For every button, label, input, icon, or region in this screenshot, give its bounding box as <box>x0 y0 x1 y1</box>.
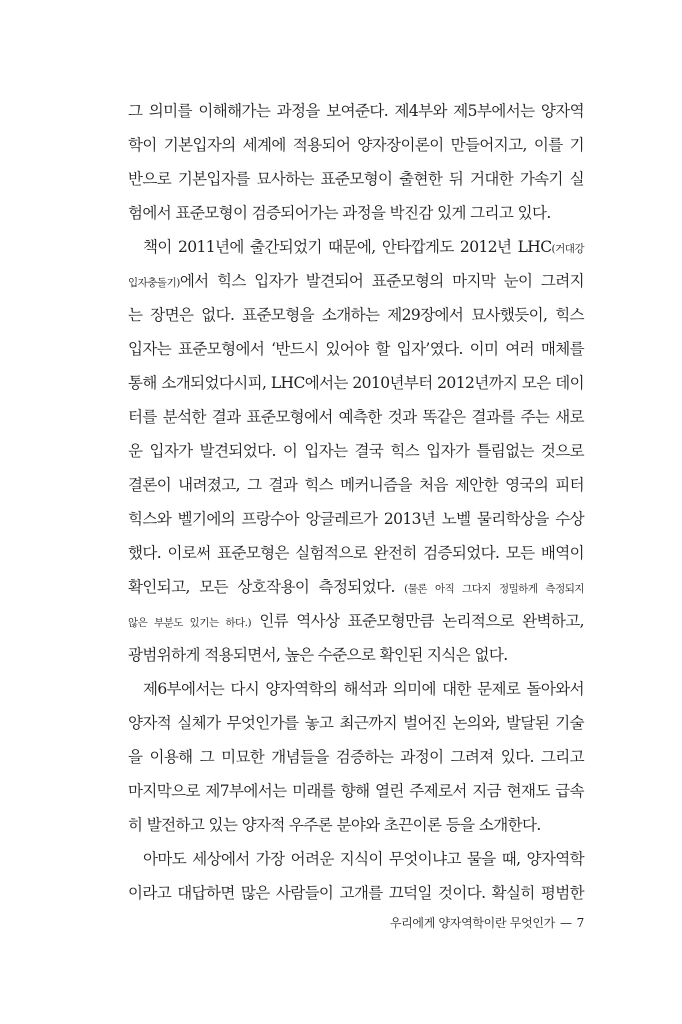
footnote-inline: (거대강 <box>551 243 584 255</box>
text-line: 이라고 대답하면 많은 사람들이 고개를 끄덕일 것이다. 확실히 평범한 <box>128 884 584 902</box>
text-line <box>128 611 584 631</box>
text-line: 광범위하게 적용되면서, 높은 수준으로 확인된 지식은 없다. <box>128 646 508 664</box>
text-line: 입자는 표준모형에서 ‘반드시 있어야 할 입자’였다. 이미 여러 매체를 <box>128 340 584 358</box>
text-line: 히 발전하고 있는 양자적 우주론 분야와 초끈이론 등을 소개한다. <box>128 816 541 834</box>
text-segment: 책이 2011년에 출간되었기 때문에, 안타깝게도 2012년 LHC <box>143 238 552 256</box>
text-line: 통해 소개되었다시피, LHC에서는 2010년부터 2012년까지 모은 데이 <box>128 374 584 392</box>
text-line: 는 장면은 없다. 표준모형을 소개하는 제29장에서 묘사했듯이, 힉스 <box>128 306 584 324</box>
footnote-inline: 않은 부분도 있기는 하다.) <box>128 617 252 629</box>
running-title: 우리에게 양자역학이란 무엇인가 <box>389 916 555 930</box>
text-line <box>128 271 584 291</box>
text-line: 양자적 실체가 무엇인가를 놓고 최근까지 벌어진 논의와, 발달된 기술 <box>128 714 584 732</box>
text-line: 결론이 내려졌고, 그 결과 힉스 메커니즘을 처음 제안한 영국의 피터 <box>128 476 584 494</box>
text-line: 을 이용해 그 미묘한 개념들을 검증하는 과정이 그려져 있다. 그리고 <box>128 748 584 766</box>
text-line: 반으로 기본입자를 묘사하는 표준모형이 출현한 뒤 거대한 가속기 실 <box>128 170 584 188</box>
text-line: 험에서 표준모형이 검증되어가는 과정을 박진감 있게 그리고 있다. <box>128 204 551 222</box>
footer-dash: — <box>559 916 572 930</box>
page-number: 7 <box>576 916 584 930</box>
text-line: 힉스와 벨기에의 프랑수아 앙글레르가 2013년 노벨 물리학상을 수상 <box>128 510 584 528</box>
text-line: 아마도 세상에서 가장 어려운 지식이 무엇이냐고 물을 때, 양자역학 <box>143 850 584 868</box>
text-segment: 확인되고, 모든 상호작용이 측정되었다. <box>128 578 395 596</box>
page-footer <box>390 915 584 931</box>
text-line: 터를 분석한 결과 표준모형에서 예측한 것과 똑같은 결과를 주는 새로 <box>128 408 584 426</box>
footnote-inline: 입자충돌기) <box>128 277 180 289</box>
text-line: 제6부에서는 다시 양자역학의 해석과 의미에 대한 문제로 돌아와서 <box>143 680 584 698</box>
footnote-inline: (물론 아직 그다지 정밀하게 측정되지 <box>404 583 584 595</box>
text-line: 했다. 이로써 표준모형은 실험적으로 완전히 검증되었다. 모든 배역이 <box>128 544 584 562</box>
text-segment: 에서 힉스 입자가 발견되어 표준모형의 마지막 눈이 그려지 <box>179 272 584 290</box>
text-line: 학이 기본입자의 세계에 적용되어 양자장이론이 만들어지고, 이를 기 <box>128 136 584 154</box>
text-line: 운 입자가 발견되었다. 이 입자는 결국 힉스 입자가 틀림없는 것으로 <box>128 442 584 460</box>
text-line <box>128 577 584 597</box>
text-line: 그 의미를 이해해가는 과정을 보여준다. 제4부와 제5부에서는 양자역 <box>128 102 584 120</box>
text-segment: 인류 역사상 표준모형만큼 논리적으로 완벽하고, <box>259 612 584 630</box>
text-line: 마지막으로 제7부에서는 미래를 향해 열린 주제로서 지금 현재도 급속 <box>128 782 584 800</box>
text-line <box>143 237 584 257</box>
